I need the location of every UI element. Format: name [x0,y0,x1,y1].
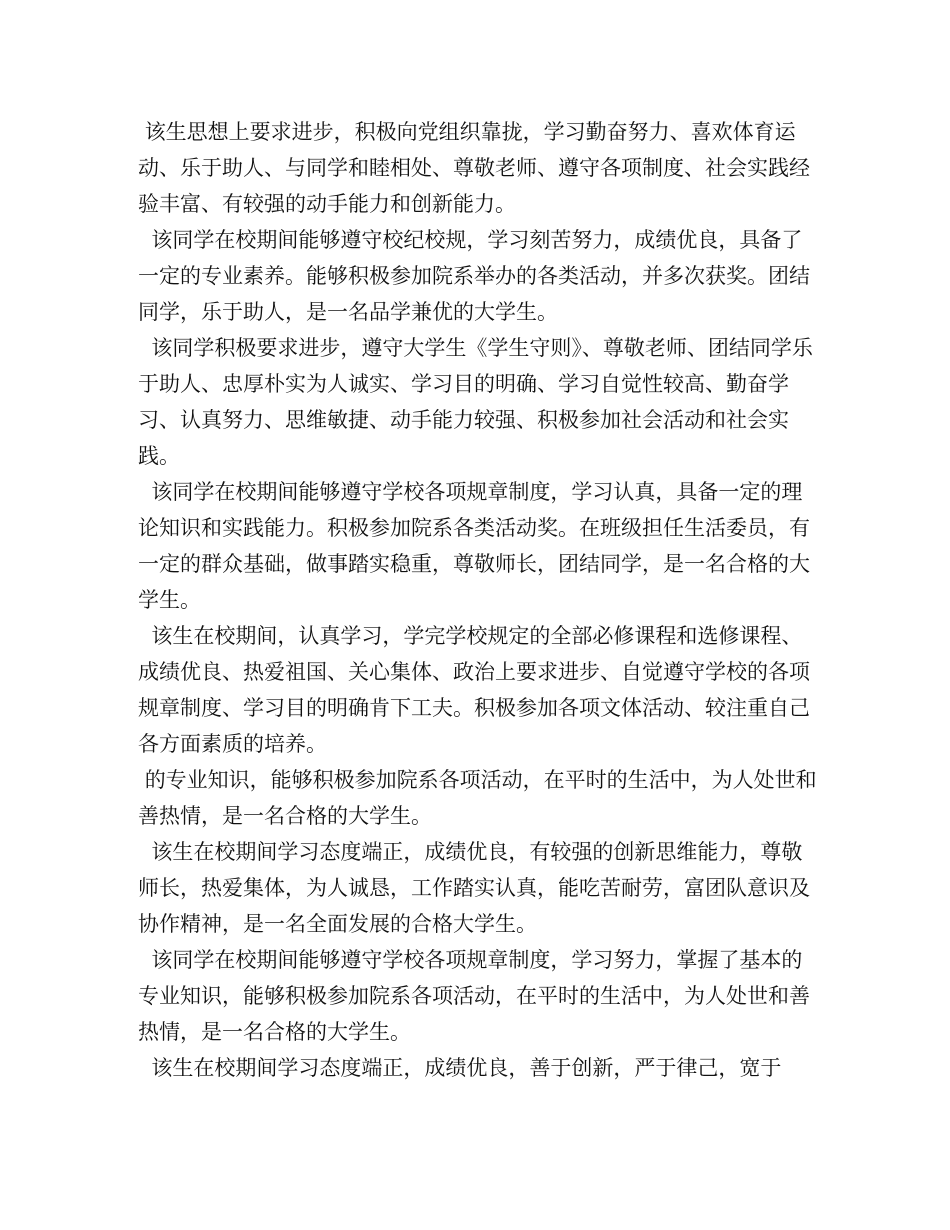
paragraph-5: 该生在校期间，认真学习，学完学校规定的全部必修课程和选修课程、 成绩优良、热爱祖国、关心集体、政治上要求进步、自觉遵守学校的各项规章制度、学习目的明确肯下工夫。积极参加各项文体活动、较注重自己各方面素质的培养。 [138,624,810,756]
document-body [138,114,822,1086]
paragraph-1: 该生思想上要求进步，积极向党组织靠拢，学习勤奋努力、喜欢体育运动、乐于助人、与同学和睦相处、尊敬老师、遵守各项制度、社会实践经验丰富、有较强的动手能力和创新能力。 [138,120,810,216]
paragraph-9: 该生在校期间学习态度端正，成绩优良，善于创新，严于律己，宽于 [138,1056,782,1080]
paragraph-7: 该生在校期间学习态度端正，成绩优良，有较强的创新思维能力，尊敬师长，热爱集体，为人诚恳，工作踏实认真，能吃苦耐劳，富团队意识及协作精神，是一名全面发展的合格大学生。 [138,840,810,936]
paragraph-2: 该同学在校期间能够遵守校纪校规，学习刻苦努力，成绩优良，具备了一定的专业素养。能够积极参加院系举办的各类活动，并多次获奖。团结同学，乐于助人，是一名品学兼优的大学生。 [138,228,810,324]
paragraph-6: 的专业知识，能够积极参加院系各项活动，在平时的生活中，为人处世和善热情，是一名合格的大学生。 [138,768,817,828]
paragraph-4: 该同学在校期间能够遵守学校各项规章制度，学习认真，具备一定的理论知识和实践能力。积极参加院系各类活动奖。在班级担任生活委员，有一定的群众基础，做事踏实稳重，尊敬师长，团结同学，是一名合格的大学生。 [138,480,810,612]
paragraph-8: 该同学在校期间能够遵守学校各项规章制度，学习努力，掌握了基本的专业知识，能够积极参加院系各项活动，在平时的生活中，为人处世和善热情，是一名合格的大学生。 [138,948,810,1044]
paragraph-3: 该同学积极要求进步，遵守大学生《学生守则》、尊敬老师、团结同学乐于助人、忠厚朴实为人诚实、学习目的明确、学习自觉性较高、勤奋学习、认真努力、思维敏捷、动手能力较强、积极参加社会活动和社会实践。 [138,336,813,468]
